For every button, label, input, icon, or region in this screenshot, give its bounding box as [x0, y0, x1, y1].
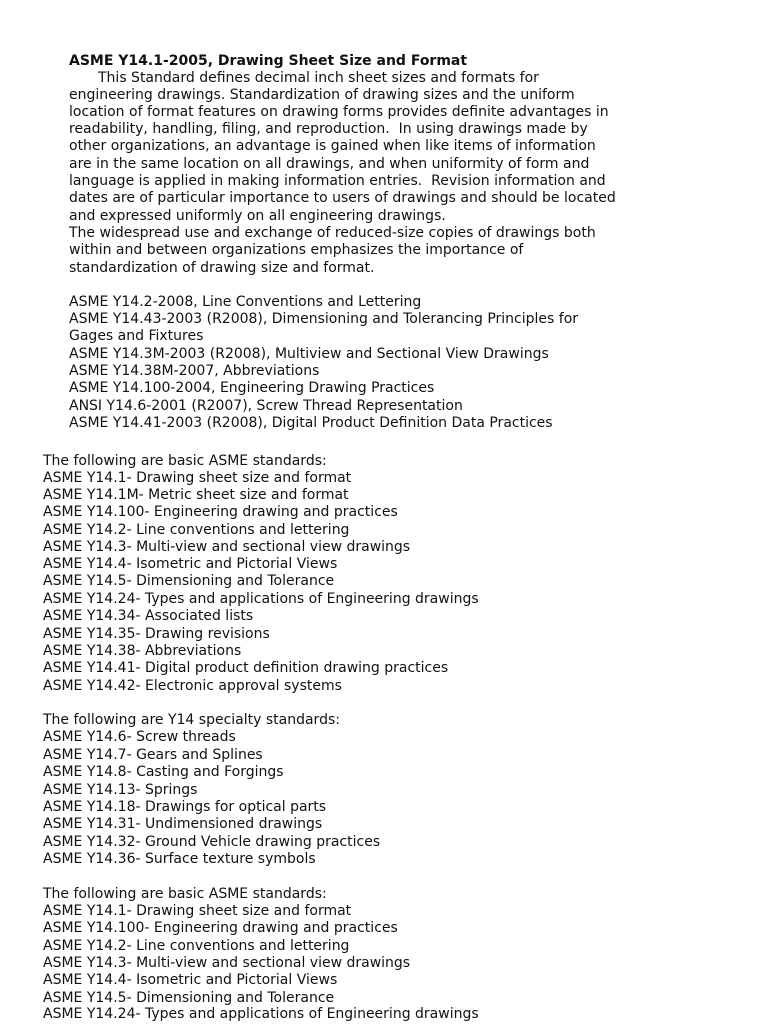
paragraph-line: dates are of particular importance to users of drawings and should be located: [69, 190, 616, 206]
paragraph-line: language is applied in making information entries. Revision information and: [69, 173, 606, 189]
section-heading: The following are basic ASME standards:: [43, 886, 327, 902]
list-item: ASME Y14.100- Engineering drawing and practices: [43, 504, 398, 520]
list-item: ASME Y14.2- Line conventions and lettering: [43, 938, 350, 954]
list-item: ASME Y14.3- Multi-view and sectional view drawings: [43, 955, 411, 971]
paragraph-line: This Standard defines decimal inch sheet sizes and formats for: [98, 70, 539, 86]
list-item: ASME Y14.24- Types and applications of Engineering drawings: [43, 1006, 479, 1022]
reference-item: ASME Y14.38M-2007, Abbreviations: [69, 363, 320, 379]
list-item: ASME Y14.13- Springs: [43, 782, 198, 798]
list-item: ASME Y14.24- Types and applications of Engineering drawings: [43, 591, 479, 607]
paragraph-line: are in the same location on all drawings, and when uniformity of form and: [69, 156, 590, 172]
reference-item: ANSI Y14.6-2001 (R2007), Screw Thread Representation: [69, 398, 463, 414]
list-item: ASME Y14.41- Digital product definition drawing practices: [43, 660, 449, 676]
section-heading: The following are basic ASME standards:: [43, 453, 327, 469]
list-item: ASME Y14.5- Dimensioning and Tolerance: [43, 573, 335, 589]
paragraph-line: The widespread use and exchange of reduced-size copies of drawings both: [69, 225, 596, 241]
list-item: ASME Y14.3- Multi-view and sectional view drawings: [43, 539, 411, 555]
list-item: ASME Y14.4- Isometric and Pictorial Views: [43, 556, 338, 572]
list-item: ASME Y14.18- Drawings for optical parts: [43, 799, 327, 815]
list-item: ASME Y14.100- Engineering drawing and practices: [43, 920, 398, 936]
section-heading: The following are Y14 specialty standards:: [43, 712, 340, 728]
list-item: ASME Y14.35- Drawing revisions: [43, 626, 270, 642]
list-item: ASME Y14.1M- Metric sheet size and format: [43, 487, 349, 503]
list-item: ASME Y14.34- Associated lists: [43, 608, 254, 624]
paragraph-line: location of format features on drawing forms provides definite advantages in: [69, 104, 609, 120]
list-item: ASME Y14.2- Line conventions and lettering: [43, 522, 350, 538]
list-item: ASME Y14.5- Dimensioning and Tolerance: [43, 990, 335, 1006]
paragraph-line: within and between organizations emphasizes the importance of: [69, 242, 524, 258]
list-item: ASME Y14.32- Ground Vehicle drawing practices: [43, 834, 381, 850]
paragraph-line: other organizations, an advantage is gained when like items of information: [69, 138, 596, 154]
list-item: ASME Y14.31- Undimensioned drawings: [43, 816, 323, 832]
list-item: ASME Y14.8- Casting and Forgings: [43, 764, 284, 780]
reference-item: Gages and Fixtures: [69, 328, 204, 344]
list-item: ASME Y14.6- Screw threads: [43, 729, 236, 745]
reference-item: ASME Y14.43-2003 (R2008), Dimensioning and Tolerancing Principles for: [69, 311, 579, 327]
list-item: ASME Y14.4- Isometric and Pictorial Views: [43, 972, 338, 988]
reference-item: ASME Y14.3M-2003 (R2008), Multiview and Sectional View Drawings: [69, 346, 549, 362]
list-item: ASME Y14.1- Drawing sheet size and format: [43, 470, 352, 486]
list-item: ASME Y14.42- Electronic approval systems: [43, 678, 342, 694]
paragraph-line: standardization of drawing size and format.: [69, 260, 375, 276]
paragraph-line: and expressed uniformly on all engineering drawings.: [69, 208, 446, 224]
reference-item: ASME Y14.2-2008, Line Conventions and Lettering: [69, 294, 422, 310]
list-item: ASME Y14.1- Drawing sheet size and format: [43, 903, 352, 919]
paragraph-line: engineering drawings. Standardization of drawing sizes and the uniform: [69, 87, 575, 103]
paragraph-line: readability, handling, filing, and reproduction. In using drawings made by: [69, 121, 588, 137]
reference-item: ASME Y14.41-2003 (R2008), Digital Product Definition Data Practices: [69, 415, 553, 431]
list-item: ASME Y14.36- Surface texture symbols: [43, 851, 316, 867]
list-item: ASME Y14.7- Gears and Splines: [43, 747, 263, 763]
document-title: ASME Y14.1-2005, Drawing Sheet Size and Format: [69, 53, 468, 69]
reference-item: ASME Y14.100-2004, Engineering Drawing Practices: [69, 380, 435, 396]
list-item: ASME Y14.38- Abbreviations: [43, 643, 242, 659]
